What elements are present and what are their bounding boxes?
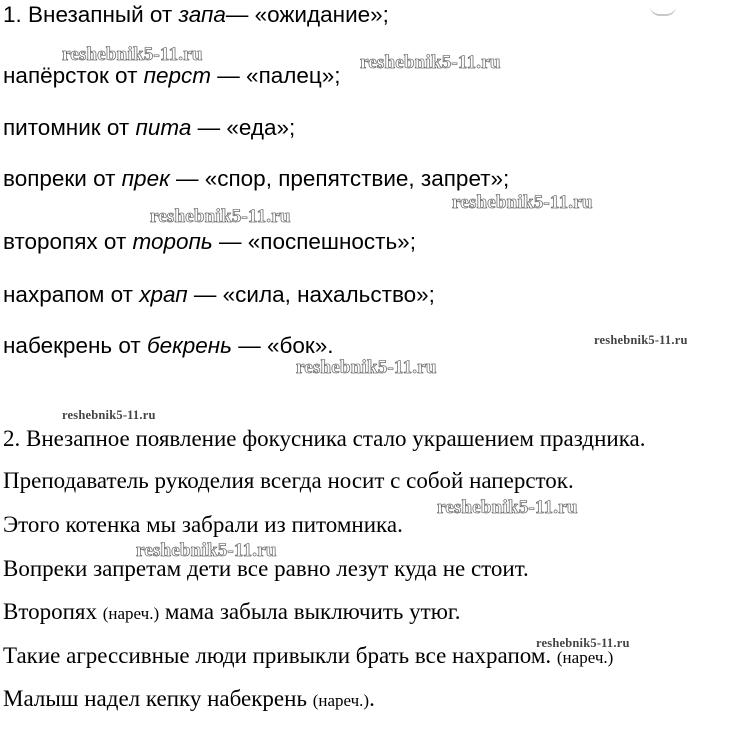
watermark: reshebnik5-11.ru	[437, 497, 578, 518]
sentence-7	[3, 686, 375, 712]
watermark: reshebnik5-11.ru	[136, 540, 277, 561]
root-word: перст	[143, 63, 212, 88]
etymology-line-5	[3, 229, 416, 255]
sentence-text: Малыш надел кепку набекрень	[3, 686, 313, 711]
scan-mark	[650, 6, 676, 16]
word-text: 1. Внезапный от	[3, 2, 179, 27]
root-word: храп	[139, 282, 188, 307]
word-text: напёрсток от	[3, 63, 144, 88]
root-word: торопь	[132, 229, 213, 254]
watermark: reshebnik5-11.ru	[536, 636, 630, 650]
meaning-text: — «ожидание»;	[225, 2, 389, 27]
etymology-line-4	[3, 166, 509, 192]
word-text: нахрапом от	[3, 282, 140, 307]
watermark: reshebnik5-11.ru	[150, 206, 291, 227]
sentence-text: .	[369, 686, 375, 711]
root-word: бекрень	[146, 333, 232, 358]
word-text: питомник от	[3, 115, 136, 140]
watermark: reshebnik5-11.ru	[296, 357, 437, 378]
etymology-line-6	[3, 282, 435, 308]
etymology-line-7	[3, 333, 334, 359]
sentence-5	[3, 599, 460, 625]
meaning-text: — «спор, препятствие, запрет»;	[169, 166, 510, 191]
etymology-line-1	[3, 2, 389, 28]
watermark: reshebnik5-11.ru	[62, 408, 156, 422]
watermark: reshebnik5-11.ru	[360, 52, 501, 73]
sentence-6	[3, 643, 613, 669]
meaning-text: — «палец»;	[211, 63, 341, 88]
watermark: reshebnik5-11.ru	[452, 192, 593, 213]
grammar-note: (нареч.)	[312, 691, 370, 710]
watermark: reshebnik5-11.ru	[594, 333, 688, 347]
word-text: второпях от	[3, 229, 133, 254]
word-text: набекрень от	[3, 333, 147, 358]
root-word: пита	[135, 115, 192, 140]
watermark: reshebnik5-11.ru	[62, 44, 203, 65]
sentence-text: Второпях	[3, 599, 103, 624]
root-word: прек	[121, 166, 170, 191]
root-word: запа	[178, 2, 226, 27]
meaning-text: — «еда»;	[191, 115, 296, 140]
sentence-text: мама забыла выключить утюг.	[159, 599, 461, 624]
sentence-3: Этого котенка мы забрали из питомника.	[3, 512, 403, 537]
word-text: вопреки от	[3, 166, 122, 191]
meaning-text: — «поспешность»;	[212, 229, 416, 254]
grammar-note: (нареч.)	[556, 648, 614, 667]
sentence-text: Такие агрессивные люди привыкли брать все нахрапом.	[3, 643, 557, 668]
etymology-line-2	[3, 63, 341, 89]
sentence-4: Вопреки запретам дети все равно лезут куда не стоит.	[3, 556, 529, 581]
sentence-1: 2. Внезапное появление фокусника стало украшением праздника.	[3, 426, 646, 451]
sentence-2: Преподаватель рукоделия всегда носит с собой наперсток.	[3, 468, 574, 493]
meaning-text: — «бок».	[231, 333, 334, 358]
grammar-note: (нареч.)	[102, 604, 160, 623]
meaning-text: — «сила, нахальство»;	[187, 282, 435, 307]
etymology-line-3	[3, 115, 295, 141]
